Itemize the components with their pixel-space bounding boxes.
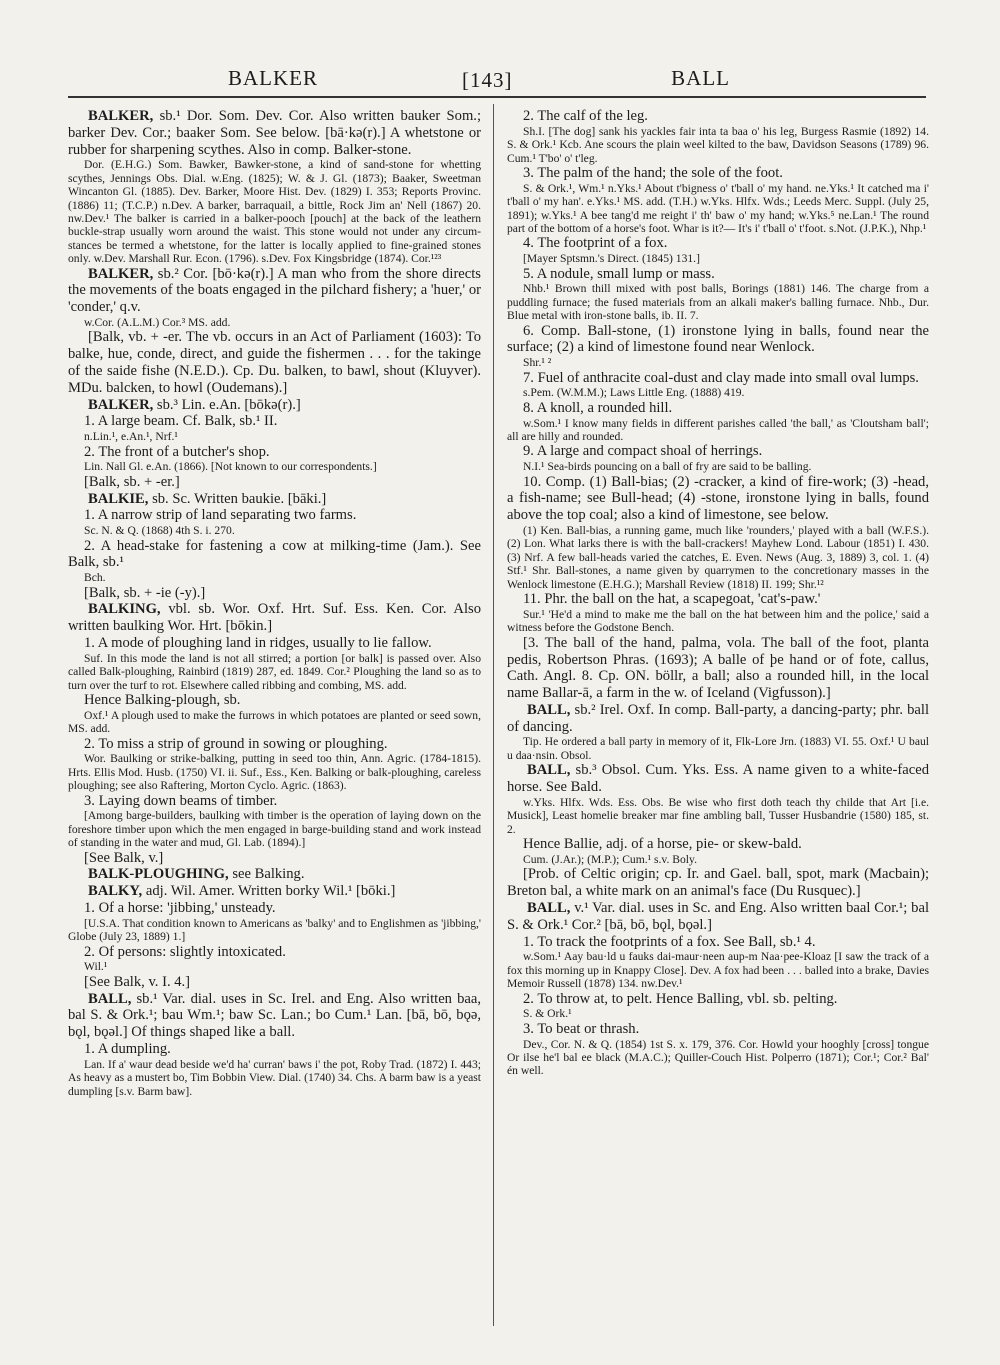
citation-paragraph: Sh.I. [The dog] sank his yackles fair inta ta baa o' his leg, Burgess Rasmie (1892) 14. S. & Ork.¹ Kcb. Ane scours the plain weel kilted to the baw, Davidson Seasons (1789) 96. Cum.¹ T'bo' o' t'leg. — [507, 124, 929, 165]
citation-paragraph: w.Yks. Hlfx. Wds. Ess. Obs. Be wise who first doth teach thy childe that Art [i.e. Musick], Least homelie breaker mar fine ambling ball, Tusser Husbandrie (1580) 185, st. 2. — [507, 795, 929, 836]
header-left-word: BALKER — [228, 66, 318, 90]
entry-paragraph: BALL, sb.¹ Var. dial. uses in Sc. Irel. and Eng. Also written baa, bal S. & Ork.¹; bau Wm.¹; baw Sc. Lan.; bo Cum.¹ Lan. [bā, bō, bǫə, bǫl, bǫəl.] Of things shaped like a ball. — [68, 990, 481, 1041]
header-rule — [68, 96, 926, 98]
citation-paragraph: S. & Ork.¹ — [523, 1007, 572, 1021]
citation-paragraph: [Among barge-builders, baulking with timber is the operation of laying down on the foreshore timber upon which the men engaged in barge-building stand and work instead of standing in the water and mud, Gl. Lab. (1894).] — [68, 809, 481, 850]
sense-paragraph: 1. Of a horse: 'jibbing,' unsteady. — [84, 900, 276, 917]
sense-paragraph: 2. The calf of the leg. — [523, 108, 648, 124]
citation-paragraph: Shr.¹ ² — [523, 356, 552, 370]
sense-paragraph: 1. A dumpling. — [84, 1041, 171, 1058]
citation-paragraph: Wor. Baulking or strike-balking, putting in seed too thin, Ann. Agric. (1784-1815). Hrts. Ellis Mod. Husb. (1750) VI. ii. Suf., Ess., Ken. Balking or balk-ploughing, careless ploughing; see also Raftering, Morton Cyclo. Agric. (1863). — [68, 752, 481, 793]
header-right-word: BALL — [671, 66, 730, 90]
sense-paragraph: 8. A knoll, a rounded hill. — [523, 399, 673, 416]
sense-paragraph: 7. Fuel of anthracite coal-dust and clay made into small oval lumps. — [523, 369, 919, 386]
entry-paragraph: BALKER, sb.¹ Dor. Som. Dev. Cor. Also written bauker Som.; barker Dev. Cor.; baaker Som. See below. [bā·kə(r).] A whetstone or rubber for sharpening scythes. Also in comp. Balker-stone. — [68, 108, 481, 158]
sense-paragraph: 1. A narrow strip of land separating two farms. — [84, 507, 357, 524]
sense-paragraph: [See Balk, v.] — [84, 849, 164, 866]
citation-paragraph: N.I.¹ Sea-birds pouncing on a ball of fry are said to be balling. — [523, 460, 812, 474]
sense-paragraph: 5. A nodule, small lump or mass. — [523, 265, 715, 282]
sense-paragraph: 1. A large beam. Cf. Balk, sb.¹ II. — [84, 413, 278, 430]
citation-paragraph: (1) Ken. Ball-bias, a running game, much like 'rounders,' played with a ball (W.F.S.). (2) Lon. What larks there is with the ball-crackers! Mayhew Lond. Labour (1851) I. 430. (3) Nrf. A few ball-heads varied the catches, E. Even. News (Aug. 3, 1889) 3, col. 1. (4) Stf.¹ Shr. Ball-stones, a name given by quarrymen to the concretionary masses in the Wenlock limestone (E.H.G.); Marshall Review (1818) II. 199; Shr.¹² — [507, 524, 929, 591]
citation-paragraph: w.Som.¹ Aay bau·ld u fauks dai-maur·neen aup-m Naa·pee-Kloaz [I saw the track of a fox this morning up in Knappy Close]. Dev. A fox had been . . . balled into a brake, Davies Memoir Russell (1878) 134. nw.Dev.¹ — [507, 950, 929, 991]
sense-paragraph: Hence Balking-plough, sb. — [84, 692, 241, 709]
entry-paragraph: BALKING, vbl. sb. Wor. Oxf. Hrt. Suf. Ess. Ken. Cor. Also written baulking Wor. Hrt. [bōkin.] — [68, 601, 481, 635]
sense-paragraph: 2. Of persons: slightly intoxicated. — [84, 943, 286, 960]
citation-paragraph: Dor. (E.H.G.) Som. Bawker, Bawker-stone, a kind of sand-stone for whetting scythes, Jennings Obs. Dial. w.Eng. (1825); W. & J. Gl. (1873); Baaker, Sweetman Wincanton Gl. (1885). Dev. Barker, Moore Hist. Dev. (1829) I. 353; Reports Provinc. (1886) 11; (T.C.P.) n.Dev. A barker, barraquail, a bittle, Rock Jim an' Nell (1867) 20. nw.Dev.¹ The balker is carried in a balker-pooch [pouch] at the back of the leathern buckle-strap usually worn around the waist. This stone would not under any circum-stances be termed a whetstone, for the latter is locally applied to fine-grained stones only. w.Dev. Marshall Rur. Econ. (1796). s.Dev. Fox Kingsbridge (1874). Cor.¹²³ — [68, 158, 481, 266]
sense-paragraph: 3. Laying down beams of timber. — [84, 792, 278, 809]
citation-paragraph: Sur.¹ 'He'd a mind to make me the ball on the hat between him and the police,' said a witness before the Godstone Bench. — [507, 607, 929, 635]
citation-paragraph: Wil.¹ — [84, 960, 108, 974]
citation-paragraph: [Mayer Sptsmn.'s Direct. (1845) 131.] — [523, 252, 700, 266]
sense-paragraph: [See Balk, v. I. 4.] — [84, 973, 191, 990]
citation-paragraph: Lin. Nall Gl. e.An. (1866). [Not known to our correspondents.] — [84, 460, 377, 474]
sense-paragraph: [Balk, sb. + -er.] — [84, 473, 180, 490]
right-column — [507, 108, 929, 1333]
sense-paragraph: 4. The footprint of a fox. — [523, 235, 668, 252]
sense-paragraph: 1. A mode of ploughing land in ridges, usually to lie fallow. — [84, 635, 432, 652]
entry-paragraph: BALKY, adj. Wil. Amer. Written borky Wil.¹ [bōki.] — [88, 883, 396, 900]
citation-paragraph: n.Lin.¹, e.An.¹, Nrf.¹ — [84, 430, 178, 444]
sense-paragraph: 10. Comp. (1) Ball-bias; (2) -cracker, a kind of fire-work; (3) -head, a fish-name; see Bull-head; (4) -stone, ironstone lying in balls, found above the top coal; also a kind of limestone, see below. — [507, 473, 929, 524]
citation-paragraph: Oxf.¹ A plough used to make the furrows in which potatoes are planted or seed sown, MS. add. — [68, 708, 481, 736]
sense-paragraph: 1. To track the footprints of a fox. See Ball, sb.¹ 4. — [523, 933, 816, 950]
citation-paragraph: Sc. N. & Q. (1868) 4th S. i. 270. — [84, 524, 235, 538]
sense-paragraph: 2. The front of a butcher's shop. — [84, 443, 270, 460]
citation-paragraph: S. & Ork.¹, Wm.¹ n.Yks.¹ About t'bigness o' t'ball o' my hand. ne.Yks.¹ It catched ma i' t'ball o' my han'. e.Yks.¹ MS. add. (T.H.) w.Yks. Hlfx. Wds.; Leeds Merc. Suppl. (July 25, 1891); w.Yks.¹ A bee tang'd me reight i' th' baw o' my hand; w.Yks.⁵ ne.Lan.¹ The round part of the bottom of a horse's foot. Whar is it?— It's i' t'ball o' t'foot. s.Not. (J.P.K.), Nhp.¹ — [507, 181, 929, 236]
sense-paragraph: 6. Comp. Ball-stone, (1) ironstone lying in balls, found near the surface; (2) a kind of limestone found near Wenlock. — [507, 322, 929, 356]
sense-paragraph: [3. The ball of the hand, palma, vola. The ball of the foot, planta pedis, Robertson Phras. (1693); A balle of þe hand or of fote, callus, Cath. Angl. 8. Cp. ON. böllr, a ball; also a rounded hill, in the local name Ballar-ā, a farm in the w. of Iceland (Vigfusson).] — [507, 634, 929, 702]
column-divider — [493, 104, 494, 1326]
citation-paragraph: Suf. In this mode the land is not all stirred; a portion [or balk] is passed over. Also called Balk-ploughing, Rainbird (1819) 287, ed. 1849. Cor.² Ploughing the land so as to turn over the turf to rot. Elsewhere called ribbing and combing, MS. add. — [68, 651, 481, 692]
running-header — [90, 62, 920, 98]
sense-paragraph: 2. To miss a strip of ground in sowing or ploughing. — [84, 735, 388, 752]
sense-paragraph: 2. A head-stake for fastening a cow at milking-time (Jam.). See Balk, sb.¹ — [68, 537, 481, 571]
page-number: [143] — [462, 68, 513, 92]
sense-paragraph: Hence Ballie, adj. of a horse, pie- or skew-bald. — [523, 836, 802, 853]
citation-paragraph: w.Som.¹ I know many fields in different parishes called 'the ball,' as 'Cloutsham ball'; all are hilly and rounded. — [507, 416, 929, 444]
citation-paragraph: Dev., Cor. N. & Q. (1854) 1st S. x. 179, 376. Cor. Howld your hooghly [cross] tongue Or ilse he'l bal ee black (M.A.C.); Quiller-Couch Hist. Polperro (1871); Cor.¹; Cor.² Bal' én well. — [507, 1037, 929, 1078]
entry-paragraph: BALK-PLOUGHING, see Balking. — [88, 866, 305, 883]
entry-paragraph: BALKER, sb.³ Lin. e.An. [bōkə(r).] — [88, 396, 301, 413]
citation-paragraph: Cum. (J.Ar.); (M.P.); Cum.¹ s.v. Boly. — [523, 852, 697, 866]
sense-paragraph: 3. To beat or thrash. — [523, 1020, 640, 1037]
entry-paragraph: BALKIE, sb. Sc. Written baukie. [bāki.] — [88, 490, 327, 507]
left-column — [68, 108, 481, 1333]
citation-paragraph: Nhb.¹ Brown thill mixed with post balls, Borings (1881) 146. The charge from a puddling furnace; the fused materials from an alkali maker's balling furnace. Nhb., Dur. Blue metal with iron-stone balls, ib. II. 7. — [507, 282, 929, 323]
sense-paragraph: [Balk, sb. + -ie (-y).] — [84, 584, 206, 601]
entry-paragraph: BALL, v.¹ Var. dial. uses in Sc. and Eng. Also written baal Cor.¹; bal S. & Ork.¹ Cor.² [bā, bō, bǫl, bǫəl.] — [507, 899, 929, 933]
citation-paragraph: Lan. If a' waur dead beside we'd ha' curran' baws i' the pot, Roby Trad. (1872) I. 443; As heavy as a mustert bo, Tim Bobbin View. Dial. (1740) 34. Chs. A barm baw is a yeast dumpling [s.v. Barm baw]. — [68, 1057, 481, 1098]
sense-paragraph: 11. Phr. the ball on the hat, a scapegoat, 'cat's-paw.' — [523, 591, 821, 608]
sense-paragraph: [Prob. of Celtic origin; cp. Ir. and Gael. ball, spot, mark (Macbain); Breton bal, a white mark on an animal's face (Du Rusquec).] — [507, 866, 929, 900]
citation-paragraph: s.Pem. (W.M.M.); Laws Little Eng. (1888) 419. — [523, 386, 745, 400]
citation-paragraph: Tip. He ordered a ball party in memory of it, Flk-Lore Jrn. (1883) VI. 55. Oxf.¹ U baul u daa·nsin. Obsol. — [507, 735, 929, 762]
entry-paragraph: BALL, sb.³ Obsol. Cum. Yks. Ess. A name given to a white-faced horse. See Bald. — [507, 762, 929, 796]
entry-paragraph: BALL, sb.² Irel. Oxf. In comp. Ball-party, a dancing-party; phr. ball of dancing. — [507, 701, 929, 735]
entry-paragraph: [Balk, vb. + -er. The vb. occurs in an Act of Parliament (1603): To balke, hue, conde, direct, and guide the fishermen . . . for the takinge of the saide fishe (N.E.D.). Cp. Du. balken, to bawl, shout (Kluyver). MDu. balcken, to howl (Oudemans).] — [68, 329, 481, 396]
citation-paragraph: w.Cor. (A.L.M.) Cor.³ MS. add. — [84, 316, 231, 330]
sense-paragraph: 3. The palm of the hand; the sole of the foot. — [523, 165, 783, 182]
citation-paragraph: [U.S.A. That condition known to Americans as 'balky' and to Englishmen as 'jibbing,' Globe (July 23, 1889) 1.] — [68, 916, 481, 944]
sense-paragraph: 2. To throw at, to pelt. Hence Balling, vbl. sb. pelting. — [523, 990, 838, 1007]
citation-paragraph: Bch. — [84, 571, 106, 585]
sense-paragraph: 9. A large and compact shoal of herrings. — [523, 443, 763, 460]
entry-paragraph: BALKER, sb.² Cor. [bō·kə(r).] A man who from the shore directs the movements of the boats engaged in the pilchard fishery; a 'huer,' or 'conder,' q.v. — [68, 265, 481, 316]
